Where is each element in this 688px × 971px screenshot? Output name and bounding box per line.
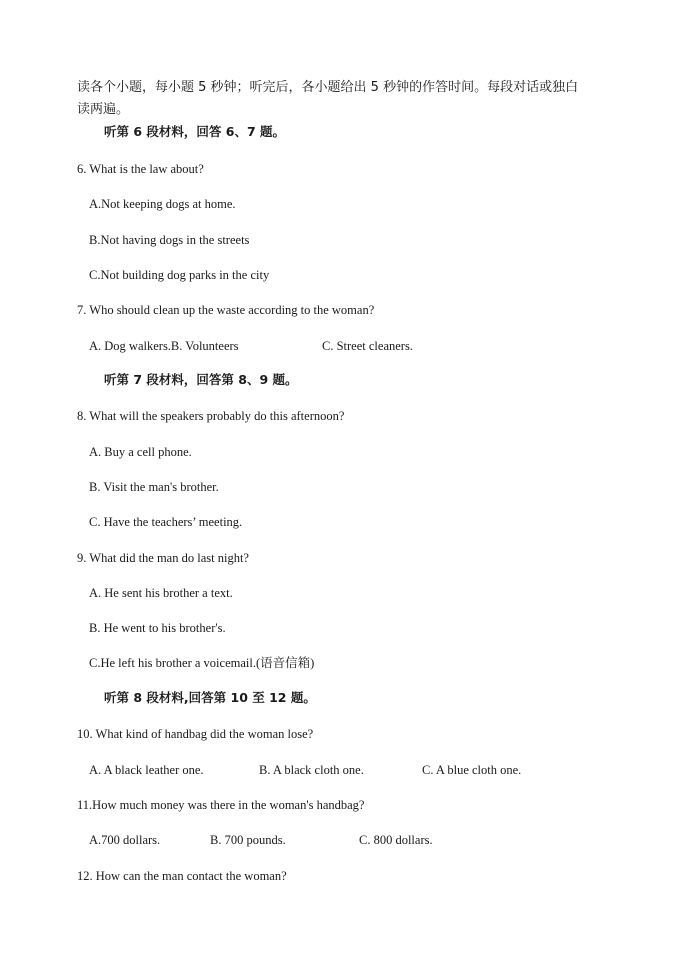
question-6: 6. What is the law about? [77,162,204,176]
q11-option-a: A.700 dollars. [89,833,161,847]
question-7: 7. Who should clean up the waste according to the woman? [77,303,375,317]
q8-option-b: B. Visit the man's brother. [89,480,219,494]
section-heading-8-9: 听第 7 段材料，回答第 8、9 题。 [104,372,298,387]
section-heading-10-12: 听第 8 段材料,回答第 10 至 12 题。 [104,690,316,705]
intro-line-2: 读两遍。 [77,102,130,117]
question-8: 8. What will the speakers probably do this afternoon? [77,409,345,423]
q10-option-c: C. A blue cloth one. [422,763,522,777]
q7-option-c: C. Street cleaners. [322,339,413,353]
intro-line-1: 读各个小题，每小题 5 秒钟；听完后，各小题给出 5 秒钟的作答时间。每段对话或独白 [77,80,579,95]
q6-option-b: B.Not having dogs in the streets [89,233,250,247]
section-heading-6-7: 听第 6 段材料，回答 6、7 题。 [104,124,286,139]
question-9: 9. What did the man do last night? [77,551,249,565]
q10-option-a: A. A black leather one. [89,763,204,777]
q8-option-a: A. Buy a cell phone. [89,445,192,459]
question-10: 10. What kind of handbag did the woman lose? [77,727,314,741]
q6-option-a: A.Not keeping dogs at home. [89,197,236,211]
q8-option-c: C. Have the teachers’ meeting. [89,515,243,529]
q10-option-b: B. A black cloth one. [259,763,364,777]
q11-option-c: C. 800 dollars. [359,833,433,847]
q7-option-a-b: A. Dog walkers.B. Volunteers [89,339,239,353]
q9-option-c: C.He left his brother a voicemail.(语音信箱) [89,656,315,670]
q11-option-b: B. 700 pounds. [210,833,286,847]
q9-option-a: A. He sent his brother a text. [89,586,233,600]
question-12: 12. How can the man contact the woman? [77,869,287,883]
q6-option-c: C.Not building dog parks in the city [89,268,270,282]
question-11: 11.How much money was there in the woman's handbag? [77,798,365,812]
q9-option-b: B. He went to his brother's. [89,621,226,635]
